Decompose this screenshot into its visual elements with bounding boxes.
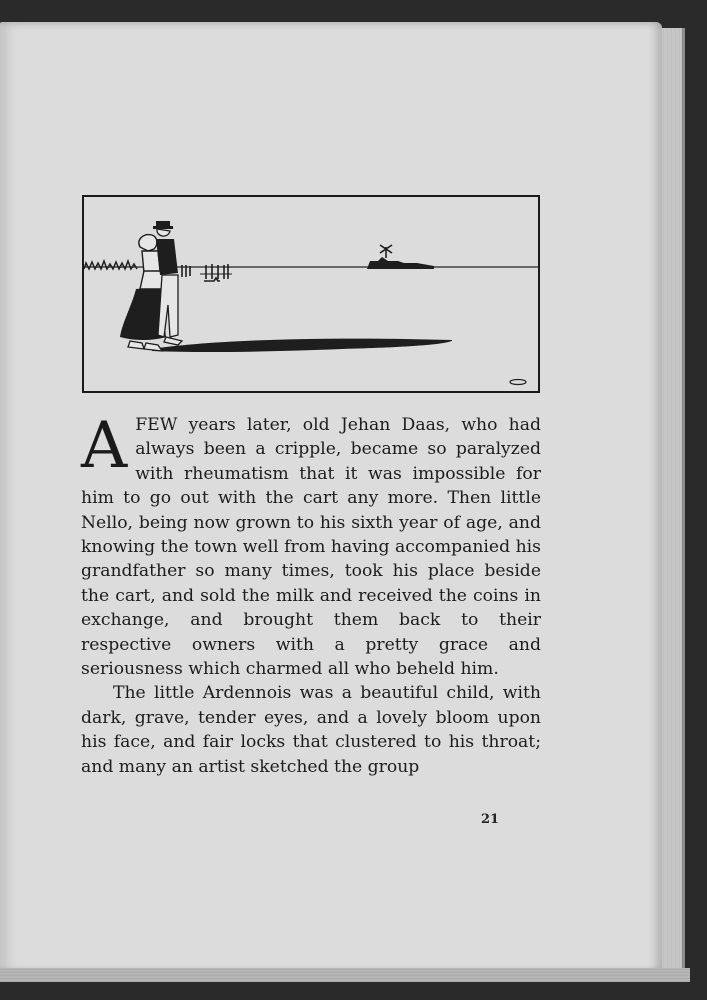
drop-cap: A xyxy=(81,409,128,483)
page-number: 21 xyxy=(481,812,500,827)
paragraph-1 xyxy=(81,409,541,681)
distant-fence xyxy=(84,261,137,269)
windmill xyxy=(380,245,392,258)
ground-shadow xyxy=(152,339,452,352)
bottom-page-edge xyxy=(0,968,690,982)
body-text xyxy=(81,409,541,779)
fence-posts xyxy=(182,264,228,279)
windmill-landscape-illustration xyxy=(82,195,540,393)
paragraph-1-text: FEW years later, old Jehan Daas, who had always been a cripple, became so paralyzed with rheumatism that it was impossible for him to go out with the cart any more. Then little Nello, being now grown to his sixth year of age, and knowing the town well from having accompanied his grandfather so many times, took his place beside the cart, and sold the milk and received the coins in exchange, and brought them back to their respective owners with a pretty grace and seriousness which charmed all who beheld him. xyxy=(81,415,541,680)
distant-village xyxy=(367,257,434,269)
paragraph-2: The little Ardennois was a beautiful child, with dark, grave, tender eyes, and a lovely bloom upon his face, and fair locks that clustered to his throat; and many an artist sketched the group xyxy=(81,683,541,777)
artist-mark xyxy=(510,380,526,385)
